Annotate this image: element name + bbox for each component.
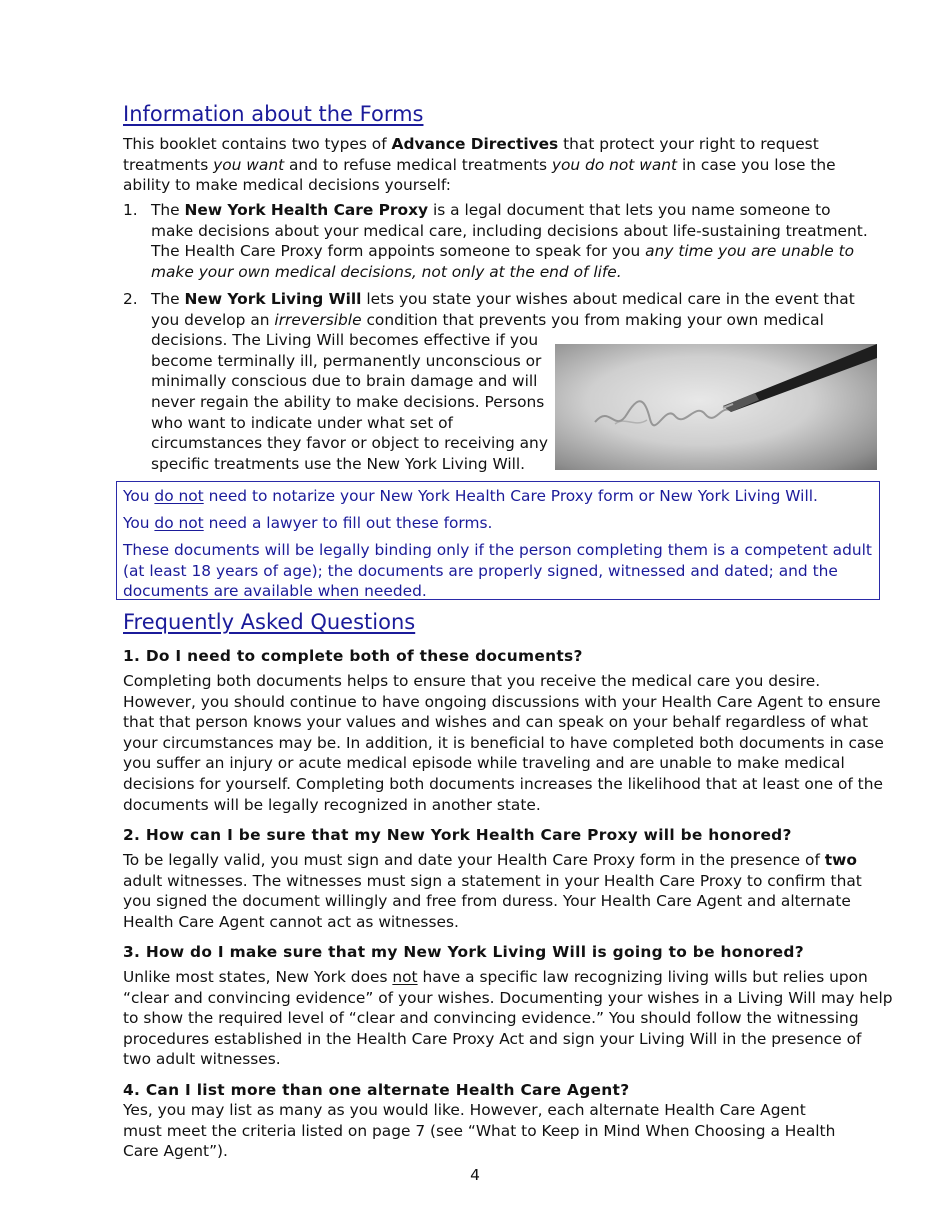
faq-answer-1: Completing both documents helps to ensure that you receive the medical care you desire. However, you should continue to have ongoing discussions with your Health Care Agent to ensure that that person knows your values and wishes and can speak on your behalf regardless of what your circumstances may be. In addition, it is beneficial to have completed both documents in case you suffer an injury or acute medical episode while traveling and are unable to make medical decisions for yourself. Completing both documents increases the likelihood that at least one of the documents will be legally recognized in another state.	[123, 672, 884, 814]
section-heading-faq: Frequently Asked Questions	[123, 610, 416, 634]
faq-question-4: 4. Can I list more than one alternate Health Care Agent?	[123, 1081, 630, 1099]
notice-lawyer: You do not need a lawyer to fill out these forms.	[123, 514, 493, 532]
living-will-wrapped-text: decisions. The Living Will becomes effective if you become terminally ill, permanently unconscious or minimally conscious due to brain damage and will never regain the ability to make decisions. Persons who want to indicate under what set of circumstances they favor or object to receiving any specific treatments use the New York Living Will.	[151, 331, 548, 473]
faq-answer-4: Yes, you may list as many as you would like. However, each alternate Health Care Agent must meet the criteria listed on page 7 (see “What to Keep in Mind When Choosing a Health Care Agent”).	[123, 1101, 836, 1161]
intro-paragraph: This booklet contains two types of Advance Directives that protect your right to request treatments you want and to refuse medical treatments you do not want in case you lose the ability to make medical decisions yourself:	[123, 135, 836, 195]
list-item-health-care-proxy: 1. The New York Health Care Proxy is a legal document that lets you name someone to make decisions about your medical care, including decisions about life-sustaining treatment. The Health Care Proxy form appoints someone to speak for you any time you are unable to make your own medical decisions, not only at the end of life.	[123, 201, 868, 281]
list-item-living-will: 2. The New York Living Will lets you state your wishes about medical care in the event that you develop an irreversible condition that prevents you from making your own medical decisions. The Living Will becomes effective if you become terminally ill, permanently unconscious or minimally conscious due to brain damage and will never regain the ability to make decisions. Persons who want to indicate under what set of circumstances they favor or object to receiving any specific treatments use the New York Living Will.	[123, 290, 855, 473]
faq-question-3: 3. How do I make sure that my New York Living Will is going to be honored?	[123, 943, 804, 961]
notice-binding: These documents will be legally binding only if the person completing them is a competent adult (at least 18 years of age); the documents are properly signed, witnessed and dated; and the documents are available when needed.	[123, 541, 872, 601]
signature-pen-icon	[555, 344, 877, 470]
notice-notarize: You do not need to notarize your New York Health Care Proxy form or New York Living Will.	[123, 487, 818, 505]
page-number: 4	[470, 1166, 480, 1184]
faq-answer-3: Unlike most states, New York does not have a specific law recognizing living wills but relies upon “clear and convincing evidence” of your wishes. Documenting your wishes in a Living Will may help to show the required level of “clear and convincing evidence.” You should follow the witnessing procedures established in the Health Care Proxy Act and sign your Living Will in the presence of two adult witnesses.	[123, 968, 893, 1069]
faq-answer-2: To be legally valid, you must sign and date your Health Care Proxy form in the presence of two adult witnesses. The witnesses must sign a statement in your Health Care Proxy to confirm that you signed the document willingly and free from duress. Your Health Care Agent and alternate Health Care Agent cannot act as witnesses.	[123, 851, 862, 931]
section-heading-forms: Information about the Forms	[123, 102, 424, 126]
faq-question-1: 1. Do I need to complete both of these documents?	[123, 647, 583, 665]
faq-question-2: 2. How can I be sure that my New York Health Care Proxy will be honored?	[123, 826, 792, 844]
notice-box	[116, 481, 880, 600]
